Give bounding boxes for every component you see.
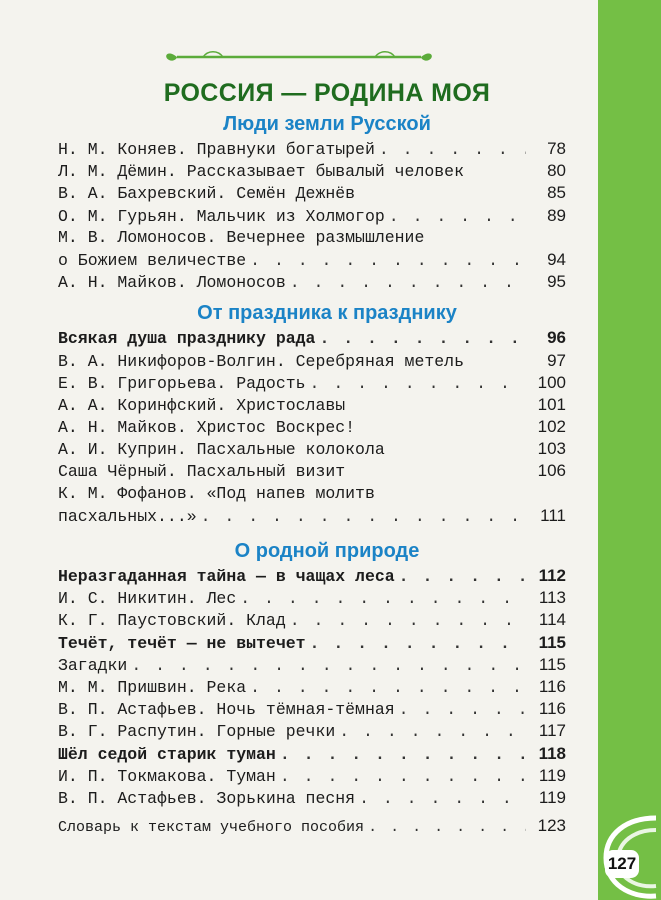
dot-leader bbox=[399, 699, 526, 721]
toc-item-title-line2: пасхальных...» bbox=[58, 506, 197, 526]
toc-item[interactable] bbox=[58, 587, 566, 609]
toc-item-title: В. П. Астафьев. Ночь тёмная-тёмная bbox=[58, 700, 395, 720]
toc-item-multiline[interactable] bbox=[58, 227, 566, 271]
toc-item-title: В. А. Бахревский. Семён Дежнёв bbox=[58, 184, 356, 204]
toc-item-title: О. М. Гурьян. Мальчик из Холмогор bbox=[58, 206, 385, 226]
dot-leader bbox=[399, 566, 526, 588]
dot-leader bbox=[290, 610, 526, 632]
section-title-nature: О родной природе bbox=[234, 540, 420, 563]
dot-leader bbox=[310, 633, 526, 655]
toc-item-page: 115 bbox=[538, 632, 566, 652]
toc-item-title: Саша Чёрный. Пасхальный визит bbox=[58, 462, 346, 482]
section-list-holidays bbox=[58, 327, 566, 527]
toc-item-title: И. П. Токмакова. Туман bbox=[58, 766, 276, 786]
section-list-people bbox=[58, 138, 566, 293]
toc-item-page: 112 bbox=[538, 566, 566, 586]
toc-item[interactable] bbox=[58, 787, 566, 809]
toc-item-page: 113 bbox=[538, 588, 566, 608]
dot-leader bbox=[250, 250, 526, 272]
toc-item[interactable] bbox=[58, 609, 566, 631]
toc-item-page: 116 bbox=[538, 699, 566, 719]
toc-item-title: Неразгаданная тайна — в чащах леса bbox=[58, 567, 395, 587]
toc-item[interactable] bbox=[58, 720, 566, 742]
toc-item[interactable] bbox=[58, 416, 566, 438]
dot-leader bbox=[280, 766, 526, 788]
toc-item-page: 116 bbox=[538, 676, 566, 696]
toc-item-page: 89 bbox=[547, 205, 566, 225]
toc-item[interactable] bbox=[58, 460, 566, 482]
toc-item-page: 106 bbox=[537, 461, 566, 481]
toc-item[interactable] bbox=[58, 654, 566, 676]
toc-item-title: Загадки bbox=[58, 655, 128, 675]
toc-item-page: 111 bbox=[540, 505, 566, 525]
dot-leader bbox=[310, 373, 526, 395]
toc-item-title: К. Г. Паустовский. Клад bbox=[58, 611, 286, 631]
toc-item-page: 80 bbox=[547, 161, 566, 181]
toc-item[interactable] bbox=[58, 676, 566, 698]
toc-item-page: 119 bbox=[538, 787, 566, 807]
green-edge-strip bbox=[598, 0, 661, 900]
section-list-nature bbox=[58, 565, 566, 809]
toc-item[interactable] bbox=[58, 565, 566, 587]
toc-item-title-line1: К. М. Фофанов. «Под напев молитв bbox=[58, 483, 375, 503]
toc-item-title: Н. М. Коняев. Правнуки богатырей bbox=[58, 140, 375, 159]
page-number: 127 bbox=[605, 850, 639, 878]
dot-leader bbox=[201, 506, 526, 528]
main-title: РОССИЯ — РОДИНА МОЯ bbox=[163, 79, 491, 107]
toc-item-page: 97 bbox=[547, 350, 566, 370]
dot-leader bbox=[250, 677, 526, 699]
toc-item-page: 95 bbox=[547, 272, 566, 292]
toc-item[interactable] bbox=[58, 205, 566, 227]
toc-item-page: 100 bbox=[537, 372, 566, 392]
toc-item[interactable] bbox=[58, 138, 566, 160]
toc-item-page: 123 bbox=[537, 816, 566, 836]
dot-leader bbox=[379, 139, 526, 161]
toc-item-title: Всякая душа празднику рада bbox=[58, 329, 316, 349]
toc-item-page: 96 bbox=[547, 328, 566, 348]
toc-item-title: А. Н. Майков. Христос Воскрес! bbox=[58, 418, 356, 438]
toc-item-title: А. Н. Майков. Ломоносов bbox=[58, 273, 286, 293]
toc-item-title: Течёт, течёт — не вытечет bbox=[58, 633, 306, 653]
dot-leader bbox=[240, 588, 526, 610]
dot-leader bbox=[290, 272, 526, 294]
toc-item-page: 94 bbox=[547, 249, 566, 269]
toc-item[interactable] bbox=[58, 372, 566, 394]
toc-item[interactable] bbox=[58, 438, 566, 460]
toc-item-title-line2: о Божием величестве bbox=[58, 250, 247, 270]
dot-leader bbox=[368, 817, 526, 839]
toc-item[interactable] bbox=[58, 271, 566, 293]
toc-item-title: И. С. Никитин. Лес bbox=[58, 589, 237, 609]
dot-leader bbox=[131, 655, 526, 677]
toc-item-title: Словарь к текстам учебного пособия bbox=[58, 819, 365, 837]
dot-leader bbox=[339, 721, 526, 743]
toc-item-page: 117 bbox=[538, 721, 566, 741]
toc-item-title: В. А. Никифоров-Волгин. Серебряная метель bbox=[58, 351, 464, 371]
toc-item-page: 102 bbox=[537, 417, 566, 437]
toc-item[interactable] bbox=[58, 350, 566, 372]
toc-item-page: 119 bbox=[538, 765, 566, 785]
dot-leader bbox=[359, 788, 526, 810]
toc-item-title: В. П. Астафьев. Зорькина песня bbox=[58, 788, 356, 808]
toc-item[interactable] bbox=[58, 327, 566, 349]
toc-item-page: 78 bbox=[547, 139, 566, 158]
toc-item[interactable] bbox=[58, 394, 566, 416]
toc-item-page: 115 bbox=[538, 654, 566, 674]
toc-item-title: Е. В. Григорьева. Радость bbox=[58, 373, 306, 393]
toc-item-title: А. И. Куприн. Пасхальные колокола bbox=[58, 440, 385, 460]
section-title-holidays: От праздника к празднику bbox=[197, 302, 457, 325]
toc-item-multiline[interactable] bbox=[58, 483, 566, 527]
section-title-people: Люди земли Русской bbox=[223, 113, 431, 135]
toc-item[interactable] bbox=[58, 698, 566, 720]
toc-item-page: 103 bbox=[537, 439, 566, 459]
toc-item-title: А. А. Коринфский. Христославы bbox=[58, 395, 346, 415]
toc-item-title: М. М. Пришвин. Река bbox=[58, 677, 247, 697]
toc-item[interactable] bbox=[58, 743, 566, 765]
toc-item-page: 85 bbox=[547, 183, 566, 203]
dictionary-list bbox=[58, 815, 566, 837]
toc-item-page: 101 bbox=[537, 394, 566, 414]
toc-item-title-line1: М. В. Ломоносов. Вечернее размышление bbox=[58, 227, 425, 247]
ornament-divider-icon bbox=[163, 48, 435, 66]
toc-item-title: Шёл седой старик туман bbox=[58, 744, 276, 764]
toc-item[interactable] bbox=[58, 182, 566, 204]
toc-item-title: В. Г. Распутин. Горные речки bbox=[58, 722, 336, 742]
toc-item-page: 114 bbox=[538, 610, 566, 630]
dot-leader bbox=[389, 206, 526, 228]
toc-item[interactable] bbox=[58, 160, 566, 182]
toc-item-dictionary[interactable] bbox=[58, 815, 566, 837]
table-of-contents bbox=[58, 76, 566, 837]
toc-item[interactable] bbox=[58, 632, 566, 654]
dot-leader bbox=[319, 328, 526, 350]
toc-item-title: Л. М. Дёмин. Рассказывает бывалый человек bbox=[58, 162, 464, 182]
dot-leader bbox=[280, 744, 526, 766]
toc-item[interactable] bbox=[58, 765, 566, 787]
toc-item-page: 118 bbox=[538, 743, 566, 763]
